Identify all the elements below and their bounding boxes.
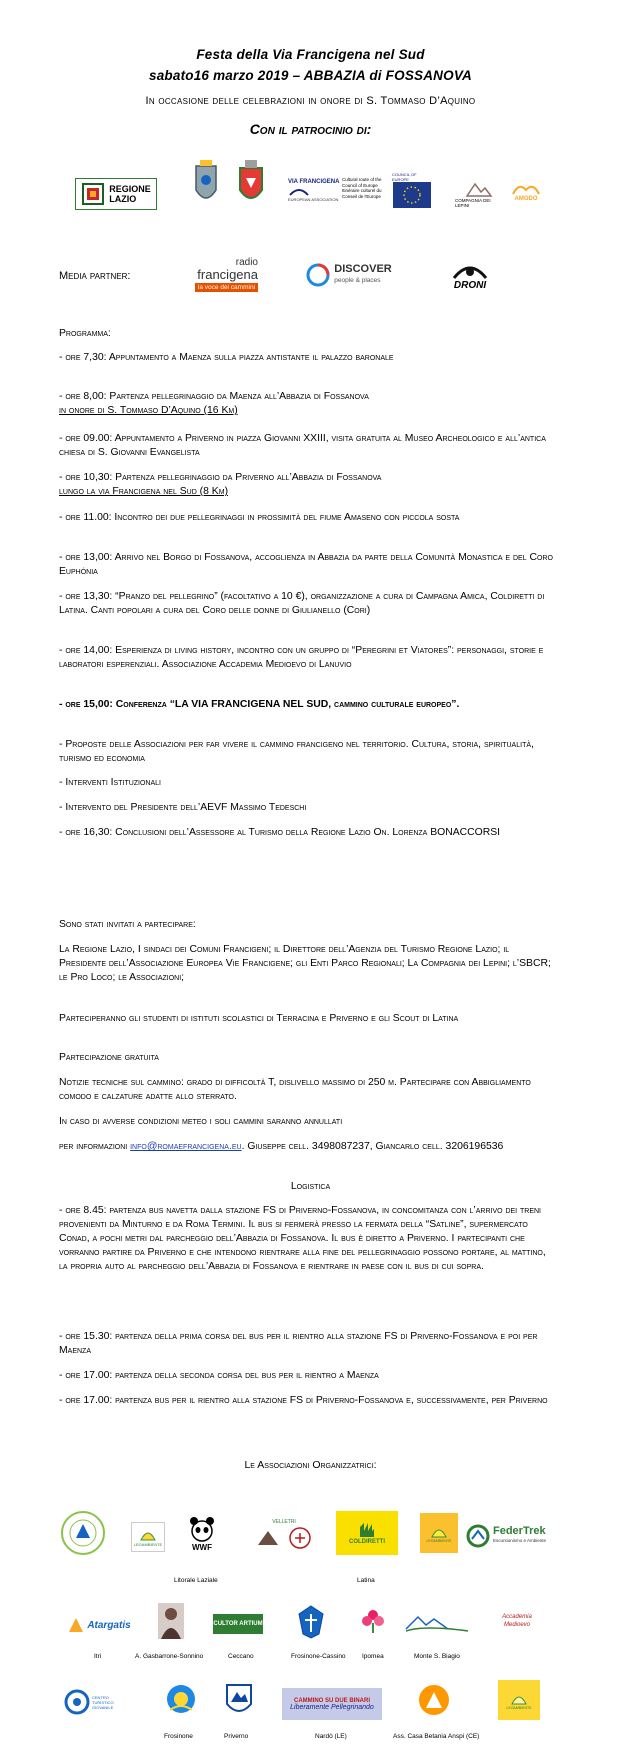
cultor-artium-text: CULTOR ARTIUM — [213, 1621, 263, 1627]
mountain-icon — [465, 180, 493, 198]
logistica-item: - ore 17.00: partenza bus per il rientro alla stazione FS di Priverno-Fossanova e, successivamente, per Priverno — [59, 1395, 548, 1406]
caption-casa-betania: Ass. Casa Betania Anspi (CE) — [393, 1733, 480, 1740]
partecipazione-gratuita: Partecipazione gratuita — [59, 1052, 159, 1063]
caption-priverno: Priverno — [224, 1733, 249, 1740]
programma-item: - ore 09.00: Appuntamento a Priverno in piazza Giovanni XXIII, visita gratuita al Museo Archeologico e all’antica chiesa di S. Giovanni Evangelista — [59, 433, 546, 458]
federtrek-logo — [466, 1521, 556, 1551]
event-title: Festa della Via Francigena nel Sud — [196, 47, 425, 62]
programma-item: - ore 16,30: Conclusioni dell’Assessore al Turismo della Regione Lazio On. Lorenza BONACCORSI — [59, 827, 501, 838]
notizie-tecniche: Notizie tecniche sul cammino: grado di difficoltà T, dislivello massimo di 250 m. Partecipare con Abbigliamento comodo e calzature adatte allo sterrato. — [59, 1077, 531, 1102]
priverno-cai-crest-icon — [224, 1682, 254, 1718]
lazio-emblem-icon — [81, 182, 105, 206]
caption-itri: Itri — [94, 1653, 102, 1660]
event-subtitle: In occasione delle celebrazioni in onore di S. Tommaso D’Aquino — [145, 95, 476, 107]
caption-nardo: Nardò (LE) — [315, 1733, 347, 1740]
info-prefix: per informazioni — [59, 1141, 131, 1152]
pilgrim-icon — [288, 185, 310, 197]
programma-item: - Proposte delle Associazioni per far vivere il cammino francigeno nel territorio. Cultura, storia, spiritualità, turismo ed economia — [59, 739, 534, 764]
amodo-swirl-icon — [511, 180, 541, 196]
caption-latina: Latina — [357, 1577, 375, 1584]
radio-slogan-text: la voce dei cammini — [195, 283, 258, 292]
invitati-heading: Sono stati invitati a partecipare: — [59, 919, 196, 930]
cultor-artium-logo — [213, 1614, 263, 1634]
priverno-crest-icon — [236, 160, 266, 208]
invitati-list: La Regione Lazio, I sindaci dei Comuni Francigeni; il Direttore dell’Agenzia del Turismo Regione Lazio; il Presidente dell’Associazione Europea Vie Francigene; gli Enti Parco Regionali; La Compagnia dei Lepini; l’SBCR; le Pro Loco; le Associazioni; — [59, 944, 551, 983]
programma-item — [59, 471, 554, 499]
coldiretti-logo — [336, 1511, 398, 1555]
legambiente-text: LEGAMBIENTE — [506, 1706, 532, 1710]
velletri-text: VELLETRI — [272, 1519, 296, 1525]
info-contacts — [59, 1140, 554, 1154]
discover-text: DISCOVER — [334, 263, 392, 275]
ipomea-flower-icon — [358, 1605, 388, 1635]
caption-ceccano: Ceccano — [228, 1653, 254, 1660]
monte-biagio-logo — [402, 1610, 472, 1636]
programma-item: - ore 13,30: “Pranzo del pellegrino” (facoltativo a 10 €), organizzazione a cura di Campagna Amica, Coldiretti di Latina. Canti popolari a cura del Coro delle donne di Giulianello (Cori) — [59, 591, 545, 616]
programma-item-line: - ore 8,00: Partenza pellegrinaggio da Maenza all’Abbazia di Fossanova — [59, 391, 369, 402]
programma-item — [59, 390, 554, 418]
hand-icon — [356, 1521, 378, 1539]
compagnia-lepini-logo — [455, 178, 503, 210]
leaf-icon — [139, 1528, 157, 1542]
caption-frosinone: Frosinone — [164, 1733, 193, 1740]
cammino-binari-logo — [282, 1688, 382, 1720]
programma-item: - ore 7,30: Appuntamento a Maenza sulla piazza antistante il palazzo baronale — [59, 352, 394, 363]
regione-logo-text: REGIONE — [109, 184, 151, 194]
ctg-logo — [62, 1686, 124, 1718]
atargatis-icon — [67, 1616, 85, 1634]
lepini-text: COMPAGNIA DEI LEPINI — [455, 198, 491, 208]
programma-item: - ore 13,00: Arrivo nel Borgo di Fossanova, accoglienza in Abbazia da parte della Comunità Monastica e del Coro Euphónia — [59, 552, 553, 577]
logistica-item: - ore 17.00: partenza della seconda corsa del bus per il rientro a Maenza — [59, 1370, 379, 1381]
via-francigena-logo — [288, 172, 340, 208]
programma-item: - ore 11.00: Incontro dei due pellegrinaggi in prossimità del fiume Amaseno con piccola sosta — [59, 512, 460, 523]
frosinone-cassino-crest-icon — [297, 1604, 325, 1640]
cultural-route-logo — [342, 170, 390, 206]
studenti-text: Parteciperanno gli studenti di istituti scolastici di Terracina e Priverno e gli Scout di Latina — [59, 1013, 459, 1024]
leaf-icon — [510, 1690, 528, 1706]
caption-litorale: Litorale Laziale — [174, 1577, 218, 1584]
monte-biagio-wave-icon — [404, 1613, 470, 1633]
council-of-europe-logo — [392, 171, 432, 209]
francigena-logo-text: francigena — [197, 267, 258, 282]
atargatis-text: Atargatis — [87, 1619, 131, 1631]
programma-item: - Interventi Istituzionali — [59, 777, 161, 788]
amodo-logo — [507, 176, 545, 206]
leaf-icon — [430, 1523, 448, 1539]
frosinone-sun-icon — [160, 1680, 202, 1718]
logistica-item: - ore 8.45: partenza bus navetta dalla stazione FS di Priverno-Fossanova, in concomitanza con l’arrivo dei treni provenienti da Minturno e da Roma Termini. Il bus si fermerà presso la fermata della “Satline”, supermercato Conad, a pochi metri dal parcheggio dell’Abbazia di Fossanova. Il bus è diretto a Priverno. I partecipanti che vorranno partire da Priverno e che intendono rientrare alla fine del pellegrinaggio possono portare, al mattino, la propria auto al parcheggio dell’Abbazia di Fossanova e rientrare in paese con il bus di cui sopra. — [59, 1205, 546, 1272]
logistica-heading: Logistica — [290, 1180, 331, 1192]
programma-item-distance: lungo la via Francigena nel Sud (8 Km) — [59, 486, 229, 497]
caption-ipomea: Ipomea — [362, 1653, 384, 1660]
wwf-logo — [186, 1513, 218, 1553]
legambiente-campania-logo — [498, 1680, 540, 1720]
cammino-sub-text: Liberamente Pellegrinando — [290, 1703, 374, 1711]
programma-item-line: - ore 10,30: Partenza pellegrinaggio da Priverno all’Abbazia di Fossanova — [59, 472, 382, 483]
programma-item: - ore 14,00: Esperienza di living history, incontro con un gruppo di “Peregrini et Viatores”: personaggi, storie e laboratori esperenziali. Associazione Accademia Medioevo di Lanuvio — [59, 645, 544, 670]
legambiente-latina-logo — [420, 1513, 458, 1553]
coldiretti-text: COLDIRETTI — [349, 1539, 385, 1545]
council-text: COUNCIL OF EUROPE — [392, 172, 417, 182]
caption-monte-biagio: Monte S. Biagio — [414, 1653, 460, 1660]
via-francigena-sub-text: EUROPEAN ASSOCIATION — [288, 196, 339, 202]
amodo-text: AMODO — [514, 196, 538, 202]
panda-icon — [188, 1515, 216, 1543]
cultural-route-text: Cultural route of the Council of Europe Itinéraire culturel du Conseil de l'Europe — [342, 177, 382, 199]
caption-frosinone-cassino: Frosinone-Cassino — [291, 1653, 346, 1660]
programma-heading: Programma: — [59, 328, 111, 339]
accademia-medioevo-text: Accademia Medioevo — [502, 1614, 532, 1628]
drone-icon — [450, 262, 490, 280]
ctg-icon — [64, 1689, 90, 1715]
programma-item-distance: in onore di S. Tommaso D’Aquino (16 Km) — [59, 405, 238, 416]
patronage-heading: Con il patrocinio di: — [249, 121, 372, 137]
caption-gasbarrone: A. Gasbarrone-Sonnino — [135, 1653, 204, 1660]
associazioni-heading: Le Associazioni Organizzatrici: — [244, 1459, 377, 1471]
legambiente-text: LEGAMBIENTE — [133, 1541, 163, 1547]
federtrek-sub-text: Escursionismo e Ambiente — [493, 1538, 547, 1543]
accademia-medioevo-logo — [490, 1606, 544, 1636]
media-partner-label: Media partner: — [59, 270, 131, 282]
info-phones: . Giuseppe cell. 3498087237, Giancarlo cell. 3206196536 — [241, 1141, 504, 1152]
programma-item: - Intervento del Presidente dell’AEVF Massimo Tedeschi — [59, 802, 307, 813]
seal-icon — [60, 1510, 106, 1556]
discover-sub-text: people & places — [334, 277, 381, 284]
discover-globe-icon — [306, 263, 330, 287]
programma-item-conferenza: - ore 15,00: Conferenza “LA VIA FRANCIGENA NEL SUD, cammino culturale europeo”. — [59, 699, 460, 710]
radio-francigena-logo — [174, 254, 258, 296]
federtrek-text: FederTrek — [493, 1525, 546, 1537]
atargatis-logo — [60, 1612, 138, 1638]
casa-betania-logo-icon — [416, 1682, 452, 1718]
discover-logo — [296, 260, 402, 290]
eu-flag-icon — [393, 182, 431, 208]
ctg-text: CENTRO TURISTICO GIOVANILE — [92, 1694, 114, 1710]
litorale-seal-logo — [60, 1510, 106, 1556]
logistica-item: - ore 15.30: partenza della prima corsa del bus per il rientro alla stazione FS di Priverno-Fossanova e poi per Maenza — [59, 1331, 538, 1356]
wwf-text: WWF — [192, 1542, 212, 1552]
droni-logo — [440, 258, 500, 294]
maenza-crest-icon — [192, 160, 220, 208]
legambiente-logo — [131, 1522, 165, 1552]
regione-lazio-logo — [75, 178, 157, 210]
meteo-note: In caso di avverse condizioni meteo i soli cammini saranno annullati — [59, 1116, 343, 1127]
velletri-emblems-icon — [254, 1525, 314, 1551]
radio-logo-text: radio — [235, 257, 258, 268]
info-email-link[interactable]: info@romaefrancigena.eu — [130, 1141, 242, 1152]
via-francigena-logo-text: VIA FRANCIGENA — [288, 178, 340, 185]
federtrek-circle-icon — [466, 1524, 490, 1548]
droni-text: DRONI — [453, 279, 487, 291]
velletri-logo — [248, 1515, 320, 1555]
gasbarrone-portrait-icon — [158, 1603, 184, 1639]
lazio-logo-text: LAZIO — [109, 194, 137, 204]
legambiente-text: LEGAMBIENTE — [426, 1539, 452, 1543]
cammino-text: CAMMINO SU DUE BINARI — [294, 1697, 370, 1704]
event-date: sabato16 marzo 2019 – ABBAZIA di FOSSANOVA — [149, 68, 472, 83]
